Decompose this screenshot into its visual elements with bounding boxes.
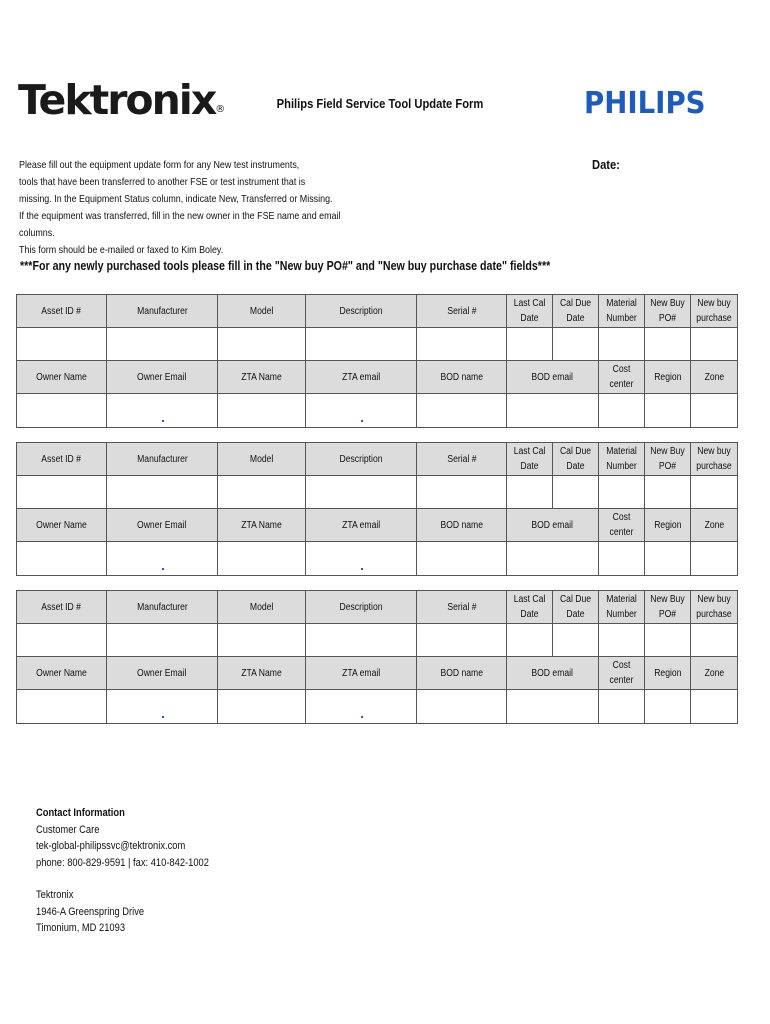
cal-due-field[interactable] [553,624,599,657]
field-marker [361,716,363,718]
col-manufacturer: Manufacturer [107,295,218,328]
col-last-cal: Last Cal Date [507,443,553,476]
input-row-asset [17,624,737,657]
col-material-number: Material Number [599,295,645,328]
col-zone: Zone [691,509,737,542]
zta-name-field[interactable] [218,394,306,427]
bod-email-field[interactable] [507,542,599,575]
col-description: Description [306,295,417,328]
col-manufacturer: Manufacturer [107,591,218,624]
col-owner-name: Owner Name [17,361,107,394]
field-marker [361,568,363,570]
col-zta-name: ZTA Name [218,657,306,690]
col-owner-email: Owner Email [107,361,218,394]
col-owner-name: Owner Name [17,509,107,542]
col-region: Region [645,509,691,542]
col-zone: Zone [691,361,737,394]
owner-email-field[interactable] [107,690,218,723]
col-new-buy-purchase: New buy purchase [691,295,737,328]
col-cost-center: Cost center [599,657,645,690]
col-asset-id: Asset ID # [17,591,107,624]
contact-dept: Customer Care [36,823,100,836]
last-cal-field[interactable] [507,328,553,361]
col-zta-email: ZTA email [306,509,417,542]
new-buy-po-field[interactable] [645,624,691,657]
material-number-field[interactable] [599,328,645,361]
col-region: Region [645,361,691,394]
zta-name-field[interactable] [218,542,306,575]
region-field[interactable] [645,542,691,575]
col-last-cal: Last Cal Date [507,295,553,328]
input-row-owner [17,394,737,427]
cal-due-field[interactable] [553,476,599,509]
contact-company: Tektronix [36,889,74,901]
col-asset-id: Asset ID # [17,295,107,328]
cost-center-field[interactable] [599,690,645,723]
col-zta-name: ZTA Name [218,361,306,394]
col-owner-name: Owner Name [17,657,107,690]
col-bod-name: BOD name [417,657,507,690]
field-marker [162,568,164,570]
date-label: Date: [592,157,620,172]
instruction-line: missing. In the Equipment Status column, indicate New, Transferred or Missing. [19,193,333,205]
zone-field[interactable] [691,394,737,427]
col-description: Description [306,591,417,624]
contact-street: 1946-A Greenspring Drive [36,905,145,918]
new-buy-purchase-field[interactable] [691,624,737,657]
equipment-block-2 [16,442,738,576]
zone-field[interactable] [691,690,737,723]
col-last-cal: Last Cal Date [507,591,553,624]
col-model: Model [218,295,306,328]
page-title: Philips Field Service Tool Update Form [276,96,484,111]
col-zone: Zone [691,657,737,690]
zta-email-field[interactable] [306,690,417,723]
col-zta-email: ZTA email [306,361,417,394]
cal-due-field[interactable] [553,328,599,361]
col-cost-center: Cost center [599,361,645,394]
bod-name-field[interactable] [417,394,507,427]
header-row-asset [17,591,737,624]
col-material-number: Material Number [599,443,645,476]
owner-name-field[interactable] [17,394,107,427]
equipment-block-3 [16,590,738,724]
col-description: Description [306,443,417,476]
col-bod-name: BOD name [417,509,507,542]
contact-city: Timonium, MD 21093 [36,922,126,934]
col-serial: Serial # [417,443,507,476]
contact-phone: phone: 800-829-9591 | fax: 410-842-1002 [36,856,209,869]
col-bod-name: BOD name [417,361,507,394]
owner-email-field[interactable] [107,394,218,427]
col-cal-due: Cal Due Date [553,591,599,624]
manufacturer-field[interactable] [107,476,218,509]
description-field[interactable] [306,328,417,361]
serial-field[interactable] [417,328,507,361]
col-manufacturer: Manufacturer [107,443,218,476]
col-serial: Serial # [417,295,507,328]
input-row-asset [17,328,737,361]
serial-field[interactable] [417,476,507,509]
asset-id-field[interactable] [17,328,107,361]
contact-email[interactable]: tek-global-philipssvc@tektronix.com [36,840,186,852]
model-field[interactable] [218,624,306,657]
col-zta-email: ZTA email [306,657,417,690]
col-cost-center: Cost center [599,509,645,542]
last-cal-field[interactable] [507,624,553,657]
philips-logo: PHILIPS [584,86,706,121]
col-new-buy-po: New Buy PO# [645,295,691,328]
bod-name-field[interactable] [417,542,507,575]
col-region: Region [645,657,691,690]
field-marker [162,716,164,718]
header-row-owner [17,657,737,690]
region-field[interactable] [645,690,691,723]
col-owner-email: Owner Email [107,509,218,542]
col-owner-email: Owner Email [107,657,218,690]
col-bod-email: BOD email [507,509,599,542]
new-buy-purchase-field[interactable] [691,328,737,361]
col-asset-id: Asset ID # [17,443,107,476]
header-row-owner [17,361,737,394]
field-marker [361,420,363,422]
cost-center-field[interactable] [599,542,645,575]
owner-name-field[interactable] [17,542,107,575]
instruction-line: This form should be e-mailed or faxed to Kim Boley. [19,244,224,256]
new-buy-purchase-field[interactable] [691,476,737,509]
owner-email-field[interactable] [107,542,218,575]
input-row-asset [17,476,737,509]
description-field[interactable] [306,476,417,509]
model-field[interactable] [218,476,306,509]
input-row-owner [17,542,737,575]
serial-field[interactable] [417,624,507,657]
instructions [19,157,376,259]
zone-field[interactable] [691,542,737,575]
header-row-asset [17,443,737,476]
contact-information [36,805,209,937]
col-cal-due: Cal Due Date [553,443,599,476]
contact-heading: Contact Information [36,807,125,819]
col-new-buy-purchase: New buy purchase [691,443,737,476]
col-new-buy-po: New Buy PO# [645,443,691,476]
asset-id-field[interactable] [17,624,107,657]
col-bod-email: BOD email [507,361,599,394]
zta-email-field[interactable] [306,542,417,575]
last-cal-field[interactable] [507,476,553,509]
zta-email-field[interactable] [306,394,417,427]
col-material-number: Material Number [599,591,645,624]
model-field[interactable] [218,328,306,361]
asset-id-field[interactable] [17,476,107,509]
instruction-line: If the equipment was transferred, fill in the new owner in the FSE name and email columns. [19,210,341,239]
col-model: Model [218,591,306,624]
region-field[interactable] [645,394,691,427]
col-new-buy-po: New Buy PO# [645,591,691,624]
col-bod-email: BOD email [507,657,599,690]
instruction-line: tools that have been transferred to another FSE or test instrument that is [19,176,306,188]
purchase-note: ***For any newly purchased tools please fill in the "New buy PO#" and "New buy purchase date" fields*** [20,258,551,273]
header-row-owner [17,509,737,542]
col-zta-name: ZTA Name [218,509,306,542]
col-serial: Serial # [417,591,507,624]
field-marker [162,420,164,422]
material-number-field[interactable] [599,624,645,657]
cost-center-field[interactable] [599,394,645,427]
new-buy-po-field[interactable] [645,328,691,361]
material-number-field[interactable] [599,476,645,509]
col-new-buy-purchase: New buy purchase [691,591,737,624]
manufacturer-field[interactable] [107,328,218,361]
tektronix-logo: Tektronix® [18,76,226,124]
equipment-block-1 [16,294,738,428]
bod-email-field[interactable] [507,394,599,427]
zta-name-field[interactable] [218,690,306,723]
owner-name-field[interactable] [17,690,107,723]
col-model: Model [218,443,306,476]
header-row-asset [17,295,737,328]
new-buy-po-field[interactable] [645,476,691,509]
bod-email-field[interactable] [507,690,599,723]
bod-name-field[interactable] [417,690,507,723]
manufacturer-field[interactable] [107,624,218,657]
col-cal-due: Cal Due Date [553,295,599,328]
description-field[interactable] [306,624,417,657]
instruction-line: Please fill out the equipment update form for any New test instruments, [19,159,300,171]
input-row-owner [17,690,737,723]
